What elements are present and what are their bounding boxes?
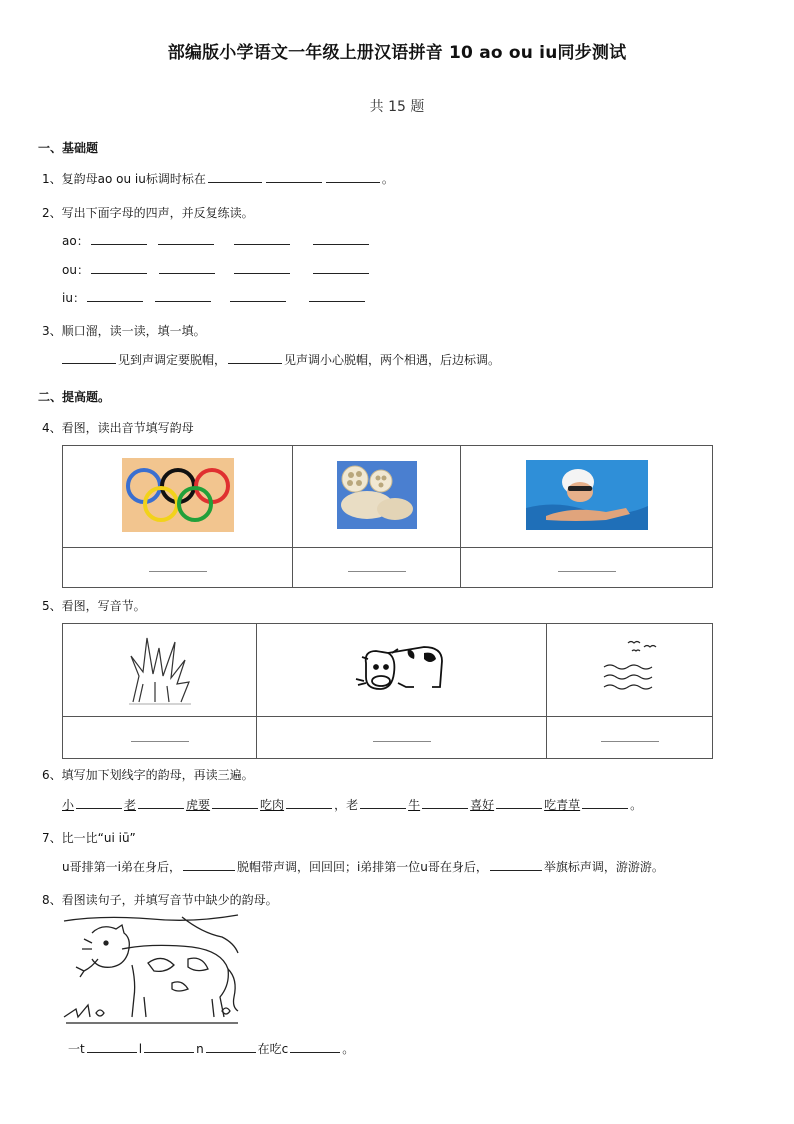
- tone-row-ou: ou：: [62, 261, 371, 278]
- picture-cell: [257, 624, 547, 717]
- answer-blank[interactable]: [490, 858, 542, 871]
- answer-blank[interactable]: [155, 289, 211, 302]
- rhyme-line: 见到声调定要脱帽， 见声调小心脱帽，两个相遇，后边标调。: [62, 351, 500, 368]
- answer-blank[interactable]: [87, 1040, 137, 1053]
- answer-blank[interactable]: [373, 731, 431, 742]
- answer-blank[interactable]: [138, 796, 184, 809]
- answer-blank[interactable]: [234, 232, 290, 245]
- answer-blank[interactable]: [159, 261, 215, 274]
- answer-blank[interactable]: [228, 351, 282, 364]
- compare-line: u哥排第一i弟在身后， 脱帽带声调，回回回；i弟排第一位u哥在身后， 举旗标声调，游游游。: [62, 860, 664, 874]
- lake-birds-drawing: [602, 637, 658, 701]
- answer-blank[interactable]: [149, 561, 207, 572]
- picture-cell: [63, 624, 257, 717]
- answer-blank[interactable]: [158, 232, 214, 245]
- question-7-text: 7、比一比“ui iū”: [42, 831, 136, 845]
- answer-blank[interactable]: [206, 1040, 256, 1053]
- section-heading-advanced: 二、提高题。: [38, 390, 111, 404]
- answer-blank[interactable]: [601, 731, 659, 742]
- picture-cell: [461, 446, 713, 548]
- answer-blank[interactable]: [286, 796, 332, 809]
- tone-row-iu: iu：: [62, 289, 367, 306]
- picture-cell: [293, 446, 461, 548]
- picture-sentence: 一t l n 在吃c 。: [68, 1042, 355, 1056]
- underline-sentence: 小 老 虎要 吃肉 ，老 牛 喜好 吃青草 。: [62, 798, 643, 812]
- answer-blank[interactable]: [558, 561, 616, 572]
- picture-cell: [547, 624, 713, 717]
- lotus-root-image: [337, 461, 417, 529]
- question-1-text: 1、复韵母ao ou iu标调时标在: [42, 172, 206, 186]
- question-3-text: 3、顺口溜，读一读，填一填。: [42, 324, 206, 338]
- answer-blank[interactable]: [212, 796, 258, 809]
- answer-blank[interactable]: [208, 170, 262, 183]
- answer-blank[interactable]: [131, 731, 189, 742]
- answer-blank[interactable]: [290, 1040, 340, 1053]
- answer-blank[interactable]: [62, 351, 116, 364]
- section-heading-basic: 一、基础题: [38, 141, 99, 155]
- question-6-text: 6、填写加下划线字的韵母，再读三遍。: [42, 768, 254, 782]
- answer-blank[interactable]: [496, 796, 542, 809]
- answer-blank[interactable]: [76, 796, 122, 809]
- answer-blank[interactable]: [360, 796, 406, 809]
- tone-row-ao: ao：: [62, 232, 371, 249]
- question-count: 共 15 题: [369, 99, 425, 115]
- cow-drawing: [354, 639, 450, 699]
- answer-blank[interactable]: [313, 232, 369, 245]
- cow-eating-grass-drawing: [62, 913, 240, 1027]
- answer-blank[interactable]: [91, 261, 147, 274]
- question-4-text: 4、看图，读出音节填写韵母: [42, 421, 194, 435]
- answer-blank[interactable]: [422, 796, 468, 809]
- answer-blank[interactable]: [266, 170, 322, 183]
- answer-blank[interactable]: [348, 561, 406, 572]
- answer-blank[interactable]: [144, 1040, 194, 1053]
- grass-drawing: [125, 632, 195, 706]
- olympic-rings-image: [122, 458, 234, 532]
- picture-cell: [63, 446, 293, 548]
- picture-table-q4: [62, 445, 713, 588]
- page-title: 部编版小学语文一年级上册汉语拼音 10 ao ou iu同步测试: [167, 43, 627, 63]
- answer-blank[interactable]: [183, 858, 235, 871]
- question-2-text: 2、写出下面字母的四声，并反复练读。: [42, 206, 254, 220]
- answer-blank[interactable]: [91, 232, 147, 245]
- answer-blank[interactable]: [87, 289, 143, 302]
- question-8-text: 8、看图读句子，并填写音节中缺少的韵母。: [42, 893, 278, 907]
- question-1: 1、复韵母ao ou iu标调时标在 。: [42, 172, 394, 186]
- picture-table-q5: [62, 623, 713, 759]
- answer-blank[interactable]: [313, 261, 369, 274]
- answer-blank[interactable]: [582, 796, 628, 809]
- swimmer-image: [526, 460, 648, 530]
- answer-blank[interactable]: [234, 261, 290, 274]
- answer-blank[interactable]: [309, 289, 365, 302]
- question-5-text: 5、看图，写音节。: [42, 599, 146, 613]
- answer-blank[interactable]: [230, 289, 286, 302]
- answer-blank[interactable]: [326, 170, 380, 183]
